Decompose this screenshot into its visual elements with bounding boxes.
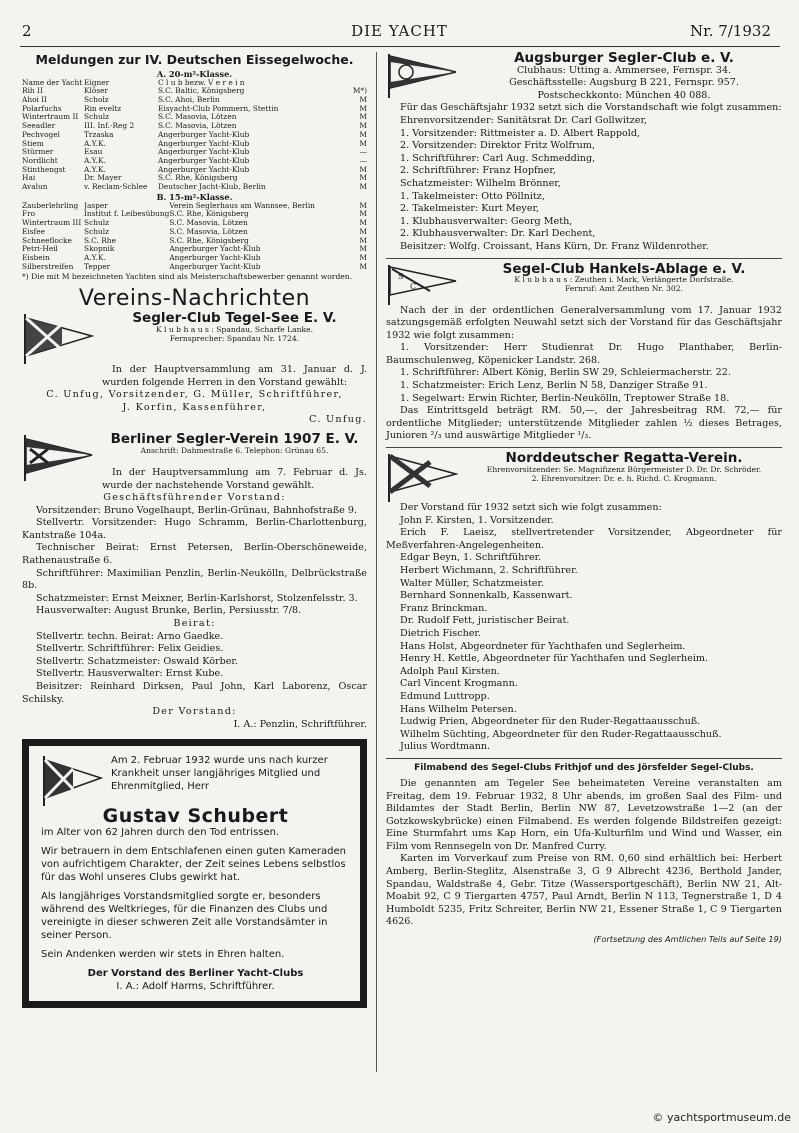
bsv-signature: I. A.: Penzlin, Schriftführer.: [233, 718, 367, 730]
list-item: 1. Klubhausverwalter: Georg Meth,: [400, 215, 573, 227]
mark: M*): [352, 87, 367, 96]
table-row: [22, 254, 367, 263]
magazine-title: DIE YACHT: [351, 22, 448, 40]
bsv-intro: In der Hauptversammlung am 7. Februar d. Js. wurde der nachstehende Vorstand gewählt.: [102, 466, 367, 491]
list-item: 2. Takelmeister: Kurt Meyer,: [400, 203, 540, 215]
club-name: Angerburger Yacht-Klub: [158, 156, 250, 165]
nrv-honorary-1: Ehrenvorsitzender: Se. Magnifizenz Bürgermeister D. Dr. Dr. Schröder.: [486, 464, 762, 474]
yacht-name: Fro: [22, 210, 36, 219]
owner-name: A.Y.K.: [84, 253, 106, 262]
left-column: [22, 52, 367, 1008]
club-name: Angerburger Yacht-Klub: [158, 148, 250, 157]
yacht-name: Eisbein: [22, 253, 50, 262]
bsv-burgee-icon: [41, 754, 103, 806]
divider: [386, 758, 782, 759]
mark: M: [359, 245, 367, 254]
augsburger-intro: Für das Geschäftsjahr 1932 setzt sich die Vorstandschaft wie folgt zusammen:: [400, 102, 782, 114]
list-item: Beisitzer: Reinhard Dirksen, Paul John, Karl Laborenz, Oscar Schilsky.: [22, 681, 367, 705]
bsv-address: Anschrift: Dahmestraße 6. Telephon: Grünau 65.: [140, 445, 329, 455]
mark: M: [359, 219, 367, 228]
nrv-burgee-icon: [386, 452, 458, 502]
club-name: Angerburger Yacht-Klub: [169, 245, 261, 254]
list-item: Schriftführer: Maximilian Penzlin, Berlin-Neukölln, Delbrückstraße 8b.: [22, 567, 367, 592]
list-item: 1. Schriftführer: Albert König, Berlin SW 29, Schleiermacherstr. 22.: [400, 367, 731, 379]
yacht-name: Stiem: [22, 139, 44, 148]
table-row: [22, 140, 367, 149]
list-item: Hans Wilhelm Petersen.: [400, 703, 517, 715]
page-header: [0, 22, 799, 48]
nrv-intro: Der Vorstand für 1932 setzt sich wie folgt zusammen:: [400, 502, 662, 514]
owner-name: Skopnik: [84, 245, 115, 254]
owner-name: Dr. Mayer: [84, 174, 122, 183]
mark: M: [359, 113, 367, 122]
list-item: Edgar Beyn, 1. Schriftführer.: [400, 552, 542, 564]
yacht-name: Rih II: [22, 87, 43, 96]
club-name: Deutscher Jacht-Klub, Berlin: [158, 183, 266, 192]
list-item: Henry H. Kettle, Abgeordneter für Yachthafen und Seglerheim.: [400, 653, 709, 665]
hankels-phone: Fernruf: Amt Zeuthen Nr. 302.: [565, 284, 683, 294]
norddeutscher-section: [386, 452, 782, 502]
bsv-board-list: [22, 505, 367, 618]
hankels-club-name: Segel-Club Hankels-Ablage e. V.: [502, 260, 746, 277]
mark: M: [359, 210, 367, 219]
mark: M: [359, 122, 367, 131]
svg-text:C: C: [410, 281, 417, 291]
table-row: [22, 245, 367, 254]
hankels-fees: Das Eintrittsgeld beträgt RM. 50,—, der Jahresbeitrag RM. 72,— für ordentliche Mitglieder; unterstützende Mitglieder zahlen ½ dieses Betrages, Junioren ²/₃ und auswärtige Mitglieder ¹/₃.: [386, 405, 782, 442]
augsburger-clubhouse: Clubhaus: Utting a. Ammersee, Fernspr. 34.: [516, 64, 732, 76]
filmabend-title: Filmabend des Segel-Clubs Frithjof und des Jörsfelder Segel-Clubs.: [414, 762, 754, 773]
list-item: Vorsitzender: Bruno Vogelhaupt, Berlin-Grünau, Bahnhofstraße 9.: [36, 504, 358, 516]
table-row: [22, 174, 367, 183]
right-column: [386, 52, 782, 946]
yacht-name: Stürmer: [22, 148, 54, 157]
list-item: Stellvertr. Vorsitzender: Hugo Schramm, Berlin-Charlottenburg, Kantstraße 104a.: [22, 517, 367, 541]
augsburger-section: [386, 52, 782, 102]
bsv-club-name: Berliner Segler-Verein 1907 E. V.: [110, 430, 359, 447]
yacht-name: Petri-Heil: [22, 245, 58, 254]
class-b-rows: [22, 202, 367, 272]
yacht-name: Nordlicht: [22, 156, 58, 165]
augsburger-board-list: [386, 115, 782, 254]
mark: M: [359, 96, 367, 104]
bsv-gv-heading: Geschäftsführender Vorstand:: [103, 492, 286, 504]
bsv-beirat-heading: Beirat:: [173, 618, 216, 630]
list-item: Ludwig Prien, Abgeordneter für den Ruder-Regattaausschuß.: [400, 716, 701, 728]
yacht-name: Wintertraum II: [22, 113, 79, 122]
list-item: Julius Wordtmann.: [400, 741, 491, 753]
list-item: Erich F. Laeisz, stellvertretender Vorsitzender, Abgeordneter für Meßverfahren-Angelegenheiten.: [386, 527, 782, 551]
column-divider: [376, 52, 377, 1072]
obituary-name: Gustav Schubert: [102, 805, 289, 828]
list-item: Hausverwalter: August Brunke, Berlin, Persiusstr. 7/8.: [36, 605, 302, 617]
nrv-board-list: [386, 515, 782, 754]
yacht-name: Pechvogel: [22, 130, 61, 139]
vereins-nachrichten-title: Vereins-Nachrichten: [78, 286, 311, 312]
obituary-age: im Alter von 62 Jahren durch den Tod entrissen.: [41, 827, 280, 839]
owner-name: III. Inf.-Reg 2: [84, 122, 135, 131]
table-row: [22, 237, 367, 246]
mark: M: [359, 139, 367, 148]
table-row: [22, 122, 367, 131]
owner-name: Schulz: [84, 113, 109, 122]
bsv-vorstand-heading: Der Vorstand:: [152, 706, 237, 718]
list-item: Dr. Rudolf Fett, juristischer Beirat.: [400, 615, 570, 627]
table-row: [22, 96, 367, 105]
obituary-paragraph-2: Wir betrauern in dem Entschlafenen einen guten Kameraden von aufrichtigem Charakter, der Zeit seines Lebens selbstlos für das Wohl unseres Clubs gewirkt hat.: [41, 846, 346, 884]
list-item: Beisitzer: Wolfg. Croissant, Hans Kürn, Dr. Franz Wildenrother.: [400, 240, 709, 252]
tegel-line-1: C. Unfug, Vorsitzender, G. Müller, Schriftführer,: [46, 389, 343, 401]
mark: M: [359, 236, 367, 245]
obituary-intro: Am 2. Februar 1932 wurde uns nach kurzer Krankheit unser langjähriges Mitglied und Ehrenmitglied, Herr: [111, 755, 328, 793]
table-row: [22, 219, 367, 228]
tegel-club-name: Segler-Club Tegel-See E. V.: [132, 309, 337, 326]
club-name: S.C. Rhe, Königsberg: [169, 210, 249, 219]
table-row: [22, 157, 367, 166]
club-name: Angerburger Yacht-Klub: [169, 253, 261, 262]
list-item: Herbert Wichmann, 2. Schriftführer.: [400, 565, 578, 576]
augsburger-office: Geschäftsstelle: Augsburg B 221, Fernspr. 957.: [509, 77, 739, 89]
augsburger-burgee-icon: [386, 52, 458, 98]
club-name: Verein Seglerhaus am Wannsee, Berlin: [169, 201, 315, 210]
svg-text:S: S: [398, 271, 404, 281]
club-name: S.C. Rhe, Königsberg: [169, 236, 249, 245]
table-header-row: [22, 79, 367, 88]
continuation-note: (Fortsetzung des Amtlichen Teils auf Seite 19): [593, 934, 782, 945]
mark: M: [359, 262, 367, 271]
club-name: Angerburger Yacht-Klub: [158, 165, 250, 174]
list-item: Stellvertr. techn. Beirat: Arno Gaedke.: [36, 630, 224, 642]
list-item: Dietrich Fischer.: [400, 627, 482, 639]
hankels-burgee-icon: [386, 263, 458, 305]
club-name: Angerburger Yacht-Klub: [158, 130, 250, 139]
owner-name: Institut f. Leibesübung: [84, 210, 170, 219]
club-name: S.C. Masovia, Lötzen: [169, 219, 248, 228]
owner-name: Esau: [84, 148, 103, 157]
list-item: Wilhelm Süchting, Abgeordneter für den Ruder-Regattaausschuß.: [400, 728, 722, 740]
divider: [386, 258, 782, 259]
list-item: 1. Vorsitzender: Herr Studienrat Dr. Hugo Planthaber, Berlin-Baumschulenweg, Köpenicker Landstr. 268.: [386, 342, 782, 366]
owner-name: Scholz: [84, 96, 109, 104]
class-a-heading: A. 20-m²-Klasse.: [156, 68, 233, 79]
owner-name: A.Y.K.: [84, 156, 106, 165]
obituary-paragraph-4: Sein Andenken werden wir stets in Ehren halten.: [41, 949, 285, 961]
hankels-address: K l u b h a u s : Zeuthen i. Mark, Verlängerte Dorfstraße.: [514, 275, 734, 285]
obituary-signature-1: Der Vorstand des Berliner Yacht-Clubs: [87, 968, 304, 980]
club-name: S.C. Baltic, Königsberg: [158, 87, 245, 96]
table-row: [22, 131, 367, 140]
club-name: Angerburger Yacht-Klub: [158, 139, 250, 148]
table-row: [22, 228, 367, 237]
yacht-name: Polarfuchs: [22, 104, 62, 113]
tegel-line-2: J. Korfin, Kassenführer,: [122, 401, 267, 413]
nrv-honorary-2: 2. Ehrenvorsitzer: Dr. e. h. Richd. C. Krogmann.: [531, 473, 717, 483]
filmabend-paragraph-2: Karten im Vorverkauf zum Preise von RM. 0,60 sind erhältlich bei: Herbert Amberg, Berlin-Steglitz, Alsenstraße 3, G 9 Albrecht 4236, Berthold Jander, Spandau, Waldstraße 4, Gebr. Titze (Wassersportgeschäft), Berlin NW 21, Alt-Moabit 92, C 9 Tiergarten 4757, Paul Arndt, Berlin N 113, Tegnerstraße 1, D 4 Humboldt 5235, Fritz Schreiter, Berlin NW 21, Essener Straße 1, C 9 Tiergarten 4626.: [386, 853, 782, 928]
table-row: [22, 105, 367, 114]
mark: M: [359, 227, 367, 236]
hankels-board-list: [386, 342, 782, 405]
issue-number: Nr. 7/1932: [690, 22, 771, 40]
list-item: Schatzmeister: Ernst Meixner, Berlin-Karlshorst, Stolzenfelsstr. 3.: [36, 592, 358, 604]
list-item: Ehrenvorsitzender: Sanitätsrat Dr. Carl Gollwitzer,: [400, 114, 648, 126]
class-a-rows: [22, 87, 367, 191]
owner-name: Jasper: [84, 201, 108, 210]
list-item: Bernhard Sonnenkalb, Kassenwart.: [400, 590, 573, 602]
owner-name: Schulz: [84, 227, 109, 236]
club-name: S.C. Masovia, Lötzen: [169, 227, 248, 236]
owner-name: Schulz: [84, 219, 109, 228]
mark: M: [359, 130, 367, 139]
divider: [386, 447, 782, 448]
col-owner: Eigner: [84, 78, 110, 87]
page-number: 2: [22, 22, 32, 40]
list-item: 2. Vorsitzender: Direktor Fritz Wolfrum,: [400, 140, 595, 152]
col-yacht: Name der Yacht: [22, 78, 83, 87]
obituary-box: [22, 739, 367, 1008]
owner-name: Klöser: [84, 87, 109, 96]
mark: M: [359, 201, 367, 210]
owner-name: v. Reclam-Schlee: [84, 183, 148, 192]
tegel-body: In der Hauptversammlung am 31. Januar d. J. wurden folgende Herren in den Vorstand gewählt:: [102, 363, 367, 388]
yacht-name: Ahoi II: [22, 96, 48, 104]
watermark: © yachtsportmuseum.de: [652, 1111, 791, 1124]
mark: M: [359, 183, 367, 192]
yacht-name: Wintertraum III: [22, 219, 82, 228]
club-name: S.C. Rhe, Königsberg: [158, 174, 238, 183]
class-a-table: [22, 79, 367, 192]
header-rule: [20, 46, 780, 47]
hankels-body: Nach der in der ordentlichen Generalversammlung vom 17. Januar 1932 satzungsgemäß erfolgten Neuwahl setzt sich der Vorstand für das Geschäftsjahr 1932 wie folgt zusammen:: [386, 304, 782, 341]
club-name: S.C. Masovia, Lötzen: [158, 122, 237, 131]
yacht-name: Hai: [22, 174, 36, 183]
meldungen-footnote: *) Die mit M bezeichneten Yachten sind als Meisterschaftsbewerber genannt worden.: [22, 272, 353, 282]
owner-name: S.C. Rhe: [84, 236, 116, 245]
yacht-name: Seeadler: [22, 122, 56, 131]
class-b-table: [22, 202, 367, 272]
table-row: [22, 210, 367, 219]
filmabend-paragraph-1: Die genannten am Tegeler See beheimateten Vereine veranstalten am Freitag, dem 19. Februar 1932, 8 Uhr abends, im großen Saal des Film- und Bildamtes der Stadt Berlin, Berlin NW 87, Levetzowstraße 1—2 (an der Gotzkowskybrücke) einen Filmabend. Es werden folgende Bildstreifen gezeigt: Eine Sturmfahrt ums Kap Horn, ein Ufa-Kulturfilm und Wind und Wasser, ein Film vom Rennsegeln von Dr. Manfred Curry.: [386, 777, 782, 852]
list-item: John F. Kirsten, 1. Vorsitzender.: [400, 514, 554, 526]
tegel-burgee-icon: [22, 312, 94, 364]
list-item: Technischer Beirat: Ernst Petersen, Berlin-Oberschöneweide, Rathenaustraße 6.: [22, 542, 367, 567]
list-item: Adolph Paul Kirsten.: [400, 665, 500, 677]
obituary-paragraph-3: Als langjähriges Vorstandsmitglied sorgte er, besonders während des Weltkrieges, für die Finanzen des Clubs und vereinigte in dieser schweren Zeit alle Vorstandsämter in seiner Person.: [41, 891, 328, 942]
owner-name: Tepper: [84, 262, 111, 271]
class-b-heading: B. 15-m²-Klasse.: [156, 191, 233, 202]
mark: M: [359, 253, 367, 262]
table-row: [22, 113, 367, 122]
table-row: [22, 183, 367, 192]
list-item: 2. Schriftführer: Franz Hopfner,: [400, 165, 556, 177]
mark: M: [359, 174, 367, 183]
tegel-signature: C. Unfug.: [309, 414, 367, 426]
meldungen-title: Meldungen zur IV. Deutschen Eissegelwoche.: [35, 52, 354, 67]
tegel-phone: Fernsprecher: Spandau Nr. 1724.: [169, 333, 300, 343]
mark: M: [359, 104, 367, 113]
augsburger-club-name: Augsburger Segler-Club e. V.: [514, 50, 734, 66]
augsburger-postcheck: Postscheckkonto: München 40 088.: [537, 89, 711, 101]
owner-name: Trzaska: [84, 130, 114, 139]
owner-name: Rin eveltz: [84, 104, 122, 113]
list-item: 1. Vorsitzender: Rittmeister a. D. Albert Rappold,: [400, 127, 641, 139]
list-item: Walter Müller, Schatzmeister.: [400, 577, 545, 589]
owner-name: A.Y.K.: [84, 165, 106, 174]
nrv-club-name: Norddeutscher Regatta-Verein.: [505, 450, 743, 467]
list-item: 1. Takelmeister: Otto Pöllnitz,: [400, 190, 545, 202]
mark: —: [359, 156, 367, 165]
table-row: [22, 87, 367, 96]
list-item: 1. Schatzmeister: Erich Lenz, Berlin N 58, Danziger Straße 91.: [400, 380, 708, 392]
table-row: [22, 166, 367, 175]
list-item: Stellvertr. Schatzmeister: Oswald Körber.: [36, 655, 238, 667]
yacht-name: Eisfee: [22, 227, 46, 236]
list-item: 1. Schriftführer: Carl Aug. Schmedding,: [400, 152, 596, 164]
list-item: Carl Vincent Krogmann.: [400, 678, 518, 690]
tegel-section: [22, 309, 367, 364]
mark: M: [359, 165, 367, 174]
owner-name: A.Y.K.: [84, 139, 106, 148]
list-item: Hans Holst, Abgeordneter für Yachthafen und Seglerheim.: [400, 640, 686, 652]
yacht-name: Silberstreifen: [22, 262, 74, 271]
table-row: [22, 148, 367, 157]
hankels-section: [386, 260, 782, 305]
table-row: [22, 202, 367, 211]
yacht-name: Avalun: [22, 183, 48, 192]
list-item: Edmund Luttropp.: [400, 690, 490, 702]
club-name: S.C. Ahoi, Berlin: [158, 96, 220, 104]
yacht-name: Zauberlehrling: [22, 201, 79, 210]
mark: —: [359, 148, 367, 157]
list-item: Stellvertr. Schriftführer: Felix Geidies.: [36, 643, 224, 655]
tegel-address: K l u b h a u s : Spandau, Scharfe Lanke.: [155, 324, 314, 334]
list-item: 1. Segelwart: Erwin Richter, Berlin-Neukölln, Treptower Straße 18.: [400, 392, 730, 404]
club-name: S.C. Masovia, Lötzen: [158, 113, 237, 122]
bsv-burgee-icon: [22, 433, 94, 481]
table-row: [22, 263, 367, 272]
club-name: Angerburger Yacht-Klub: [169, 262, 261, 271]
bsv-beirat-list: [22, 631, 367, 707]
yacht-name: Schneeflocke: [22, 236, 72, 245]
col-club: C l u b bezw. V e r e i n: [158, 78, 245, 87]
list-item: Franz Brinckman.: [400, 602, 488, 614]
obituary-signature-2: I. A.: Adolf Harms, Schriftführer.: [116, 981, 275, 993]
list-item: 2. Klubhausverwalter: Dr. Karl Dechent,: [400, 228, 596, 240]
list-item: Stellvertr. Hausverwalter: Ernst Kube.: [36, 668, 224, 680]
list-item: Schatzmeister: Wilhelm Brönner,: [400, 177, 561, 189]
yacht-name: Stinthengst: [22, 165, 66, 174]
club-name: Eisyacht-Club Pommern, Stettin: [158, 104, 279, 113]
